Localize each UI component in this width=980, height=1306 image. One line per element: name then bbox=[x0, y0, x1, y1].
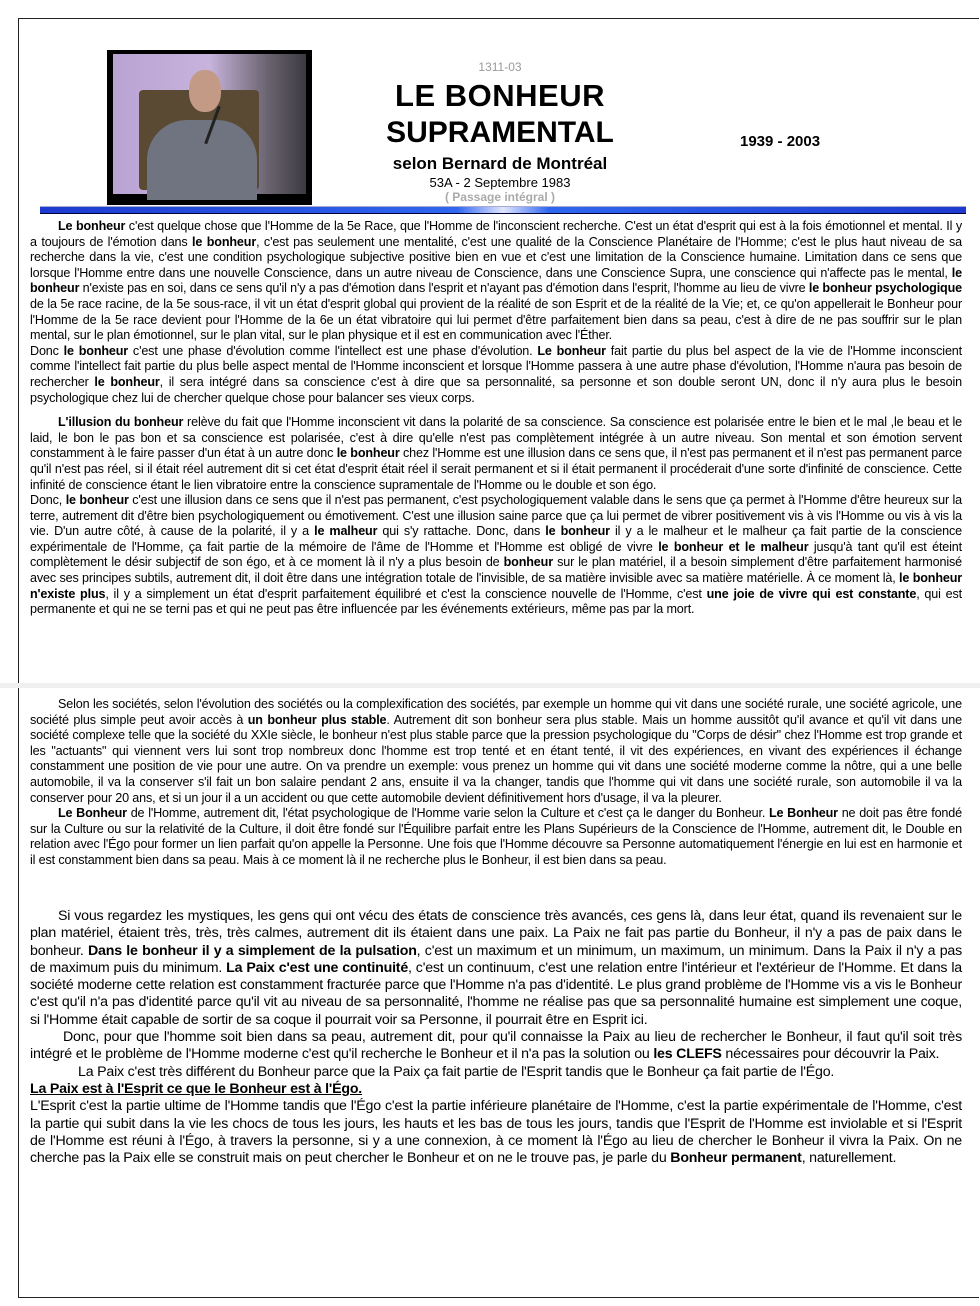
paragraph bbox=[30, 1081, 962, 1098]
paragraph bbox=[30, 415, 962, 493]
paragraph bbox=[30, 1098, 962, 1167]
bold-text-run: Le Bonheur bbox=[769, 806, 838, 821]
text-run: c'est une illusion dans ce sens que il n'est pas permanent, c'est psychologiquement valable dans le sens que ça permet à l'Homme d'être heureux sur la terre, autrement dit d'être bien psychologiquement ou émotivement. C'est une illusion saine parce que ça lui permet de vibrer positivement vis à vis l'Homme ou vis à vis la vie. D'un autre côté, à cause de la polarité, il y a bbox=[30, 493, 963, 539]
bold-text-run: le bonheur bbox=[545, 524, 610, 539]
text-run: jusqu'à tant qu'il est éteint complètement le désir subjectif de son égo, et à ce moment là il n'y a plus besoin de bbox=[30, 539, 962, 570]
text-run: Donc bbox=[30, 343, 64, 358]
text-run: La Paix est à l'Esprit ce que le Bonheur est à l'Égo. bbox=[30, 1080, 363, 1097]
text-run: , c'est un continuum, c'est une relation entre l'intérieur et l'extérieur de l'Homme. Et dans la société moderne cette relation est constamment fracturée parce que l'Homme n'a pas d'identité. Le plus grand problème de l'Homme vis a vis le Bonheur c'est qu'il n'a pas d'identité parce qu'il vit au niveau de sa personnalité, l'homme ne réalise pas que sa personnalité humaine est simplement une coque, si l'Homme était capable de sortir de sa coque il pourrait voir sa Personne, il pourrait être en Esprit ici. bbox=[30, 959, 962, 1028]
text-run: , naturellement. bbox=[801, 1150, 897, 1167]
section-1 bbox=[30, 219, 962, 618]
page-break bbox=[0, 683, 980, 688]
text-run: chez l'Homme est une illusion dans ce sens que, il n'est pas permanent et il n'est pas permanent parce qu'il n'est pas réel, si il était réel autrement dit si cet état d'esprit était réel il serait permanent et si il était permanent il procéderait d'une sorte d'infinité de conscience. Cette infinité de conscience étant le lien vibratoire entre la conscience supramentale de l'Homme ou le double et son égo. bbox=[30, 446, 962, 492]
bold-text-run: une joie de vivre qui est constante bbox=[706, 586, 917, 601]
text-run: L'Esprit c'est la partie ultime de l'Homme tandis que l'Égo c'est la partie inférieure planétaire de l'Homme, c'est la partie expérimentale de l'Homme, c'est la partie qui subit dans la vie les chocs de tous les jours, les hauts et les bas de tous les jours, tandis que l'Esprit de l'Homme est inviolable et si l'Esprit de l'Homme est réuni à l'Égo, à travers la personne, si y a une connexion, à ce moment là l'Égo au lieu de chercher le Bonheur il vivra la Paix. On ne cherche pas la Paix elle se construit mais on peut chercher le Bonheur et on ne le trouve pas, je parle du bbox=[30, 1098, 962, 1167]
bold-text-run: le bonheur psychologique bbox=[808, 281, 962, 296]
photo-speaker-head bbox=[189, 70, 221, 112]
bold-text-run: les CLEFS bbox=[653, 1046, 722, 1063]
text-run: , c'est un maximum et un minimum, un maximum, un minimum. Dans la Paix il n'y a pas de maximum puis du minimum. bbox=[30, 942, 962, 976]
bold-text-run: Bonheur permanent bbox=[670, 1150, 802, 1167]
paragraph bbox=[30, 344, 962, 406]
paragraph bbox=[30, 1064, 962, 1081]
bold-text-run: le bonheur et le malheur bbox=[658, 539, 809, 554]
bold-text-run: le bonheur bbox=[30, 265, 962, 296]
text-run: , il y a simplement un état d'esprit parfaitement équilibré et c'est la conscience nouvelle de l'Homme, c'est bbox=[105, 586, 707, 601]
section-3 bbox=[30, 908, 962, 1167]
bold-text-run: le bonheur bbox=[192, 234, 257, 249]
paragraph bbox=[30, 493, 962, 618]
text-run: , il sera intégré dans sa conscience c'est à dire que sa personnalité, sa personne et son double seront UN, donc il n'y aura plus le besoin psychologique chez lui de chercher quelque chose pour balancer ses vieux corps. bbox=[30, 374, 962, 405]
bold-text-run: le bonheur bbox=[336, 446, 400, 461]
text-run: Si vous regardez les mystiques, les gens qui ont vécu des états de conscience très avancés, ces gens là, dans leur état, quand ils revenaient sur le plan matériel, étaient très, très, très calmes, autrement dit ils étaient dans une paix. La Paix ne fait pas partie du Bonheur, il n'y a pas de paix dans le bonheur. bbox=[30, 908, 962, 959]
text-run: Donc, bbox=[30, 493, 66, 508]
text-run: de l'Homme, autrement dit, l'état psychologique de l'Homme varie selon la Culture et c'est ça le danger du Bonheur. bbox=[126, 806, 769, 821]
text-run: , qui est permanente et qui ne se terni pas et qui ne peut pas être influencée par les événements extérieurs, même pas par la mort. bbox=[30, 586, 962, 617]
bold-text-run: le bonheur bbox=[65, 493, 129, 508]
text-run: relève du fait que l'Homme inconscient vit dans la polarité de sa conscience. Sa conscience est polarisée entre le bien et le mal ,le beau et le laid, le bon le pas bon et sa conscience est polarisée, c'est à dire qu'elle n'est pas complètement intégrée à un autre niveau. Son mental et son émotion servent constamment à le faire passer d'un état à un autre donc bbox=[30, 415, 963, 461]
bold-text-run: le bonheur n'existe plus bbox=[30, 571, 963, 601]
paragraph bbox=[30, 908, 962, 1029]
paragraph bbox=[30, 219, 962, 344]
text-run: La Paix c'est très différent du Bonheur parce que la Paix ça fait partie de l'Esprit tandis que le Bonheur ça fait partie de l'Égo. bbox=[78, 1063, 835, 1080]
bold-text-run: Le bonheur bbox=[58, 219, 126, 233]
text-run: c'est une phase d'évolution comme l'intellect est une phase d'évolution. bbox=[128, 343, 538, 358]
text-run: . Autrement dit son bonheur sera plus stable. Mais un homme aussitôt qu'il avance et qu'il vit dans une société complexe telle que la société du XXIe siècle, le bonheur n'est plus stable parce que la pression psychologique du "Corps de désir" chez l'Homme est trop grande et les "actuants" qui viennent vers lui sont trop nombreux donc l'homme est trop tenté et en étant tenté, il vit des expériences, en vivant des expériences il échange constamment une position de vie pour une autre. On va prendre un exemple: vous prenez un homme qui vit dans une société moderne comme la nôtre, qui a une belle automobile, il va la conserver s'il fait un bon salaire pendant 2 ans, ensuite il va la changer, tandis que l'homme qui vit dans une société rurale, son automobile il va la conserver pour 20 ans, et si un jour il a un accident ou que cette automobile devient définitivement hors d'usage, il va la pleurer. bbox=[30, 712, 962, 805]
photo-speaker-body bbox=[147, 120, 257, 200]
bold-text-run: le bonheur bbox=[94, 374, 160, 389]
speaker-photo bbox=[107, 50, 312, 205]
title-line-1: LE BONHEUR bbox=[395, 78, 605, 113]
text-run: Selon les sociétés, selon l'évolution des sociétés ou la complexification des sociétés, par exemple un homme qui vit dans une société rurale, une société agricole, une société plus simple peut avoir accès à bbox=[30, 697, 962, 727]
text-run: sur le plan matériel, il a besoin simplement d'être parfaitement harmonisé avec ses principes subtils, autrement dit, il doit être dans une intégration totale de l'invisible, de sa matière invisible avec sa matière matérielle. À ce moment là, bbox=[30, 555, 962, 586]
section-2 bbox=[30, 697, 962, 869]
paragraph bbox=[30, 806, 962, 868]
lecture-date: 53A - 2 Septembre 1983 bbox=[429, 175, 571, 190]
paragraph bbox=[30, 1029, 962, 1064]
bold-text-run: un bonheur plus stable bbox=[247, 712, 387, 727]
bold-text-run: Dans le bonheur il y a simplement de la pulsation bbox=[88, 942, 417, 959]
document-code: 1311-03 bbox=[478, 60, 522, 74]
header-separator bbox=[40, 206, 966, 214]
title-line-2: SUPRAMENTAL bbox=[386, 116, 614, 149]
text-run: fait partie du plus bel aspect de la vie de l'Homme inconscient comme l'intellect fait partie du plus belle aspect mental de l'Homme inconscient et lorsque l'Homme passera à une autre phase d'évolution, l'Homme n'aura pas besoin de rechercher bbox=[30, 343, 962, 389]
text-run: Donc, pour que l'homme soit bien dans sa peau, autrement dit, pour qu'il connaisse la Paix au lieu de rechercher le Bonheur, il faut qu'il soit très intégré et le problème de l'Homme moderne c'est qu'il recherche le Bonheur et il n'a pas la solution ou bbox=[30, 1029, 962, 1063]
author-years: 1939 - 2003 bbox=[740, 133, 821, 150]
text-run: , c'est pas seulement une mentalité, c'est une qualité de la Conscience Planétaire de l'Homme; c'est le plus haut niveau de sa recherche dans la vie, c'est une condition psychologique subjective positive bien en vue et c'est une limitation de la Conscience humaine. Limitation dans ce sens que lorsque l'Homme entre dans une nouvelle Conscience, dans un autre niveau de Conscience, dans une Conscience Supra, une conscience qui n'affecte pas le mental, bbox=[30, 234, 962, 280]
bold-text-run: Le Bonheur bbox=[58, 806, 127, 821]
text-run: ne doit pas être fondé sur la Culture ou sur la relativité de la Culture, il doit être fondé sur l'Équilibre parfait entre les Plans Supérieurs de la Conscience de l'Homme, autrement dit, le Double en relation avec l'Égo pour former un lien parfait qu'on appelle la Personne. Une fois que l'Homme découvre sa Personne automatiquement l'énergie en lui est en harmonie et il est constamment bien dans sa peau. Mais à ce moment là il ne recherche plus le Bonheur, il est bien dans sa peau. bbox=[30, 806, 962, 867]
bold-text-run: La Paix c'est une continuité bbox=[226, 959, 409, 976]
text-run: c'est quelque chose que l'Homme de la 5e Race, que l'Homme de l'inconscient recherche. C'est un état d'esprit qui est à la fois émotionnel et mental. Il y a toujours de l'émotion dans bbox=[30, 219, 962, 249]
paragraph bbox=[30, 697, 962, 806]
bold-text-run: bonheur bbox=[503, 555, 553, 570]
text-run: nécessaires pour découvrir la Paix. bbox=[721, 1046, 940, 1063]
text-run: n'existe pas en soi, dans ce sens qu'il n'y a pas d'émotion dans l'esprit et n'ayant pas d'émotion dans l'esprit, l'homme au lieu de vivre bbox=[79, 281, 809, 296]
bold-text-run: le bonheur bbox=[63, 343, 129, 358]
bold-text-run: Le bonheur bbox=[537, 343, 606, 358]
text-run: il y a le malheur et le malheur ça fait partie de la conscience expérimentale de l'Homme, ça fait partie de la mémoire de l'âme de l'Homme et l'Homme est obligé de vivre bbox=[30, 524, 962, 554]
text-run: qui s'y rattache. Donc, dans bbox=[377, 524, 546, 539]
subtitle-author: selon Bernard de Montréal bbox=[392, 154, 608, 173]
passage-note: ( Passage intégral ) bbox=[444, 190, 556, 204]
bold-text-run: L'illusion du bonheur bbox=[58, 415, 184, 430]
bold-text-run: le malheur bbox=[314, 524, 378, 539]
text-run: de la 5e race racine, de la 5e sous-race, il vit un état d'esprit global qui provient de la réalité de son Esprit et de la réalité de la Vie; et, ce qu'on appellerait le Bonheur pour l'Homme de la 5e race devient pour l'Homme de la 6e un état vibratoire qui lui permet d'être parfaitement bien dans sa peau, c'est à dire de ne pas souffrir sur le plan mental, sur le plan émotionnel, sur le plan vital, sur le plan physique et il est en communication avec l'Éther. bbox=[30, 296, 962, 343]
